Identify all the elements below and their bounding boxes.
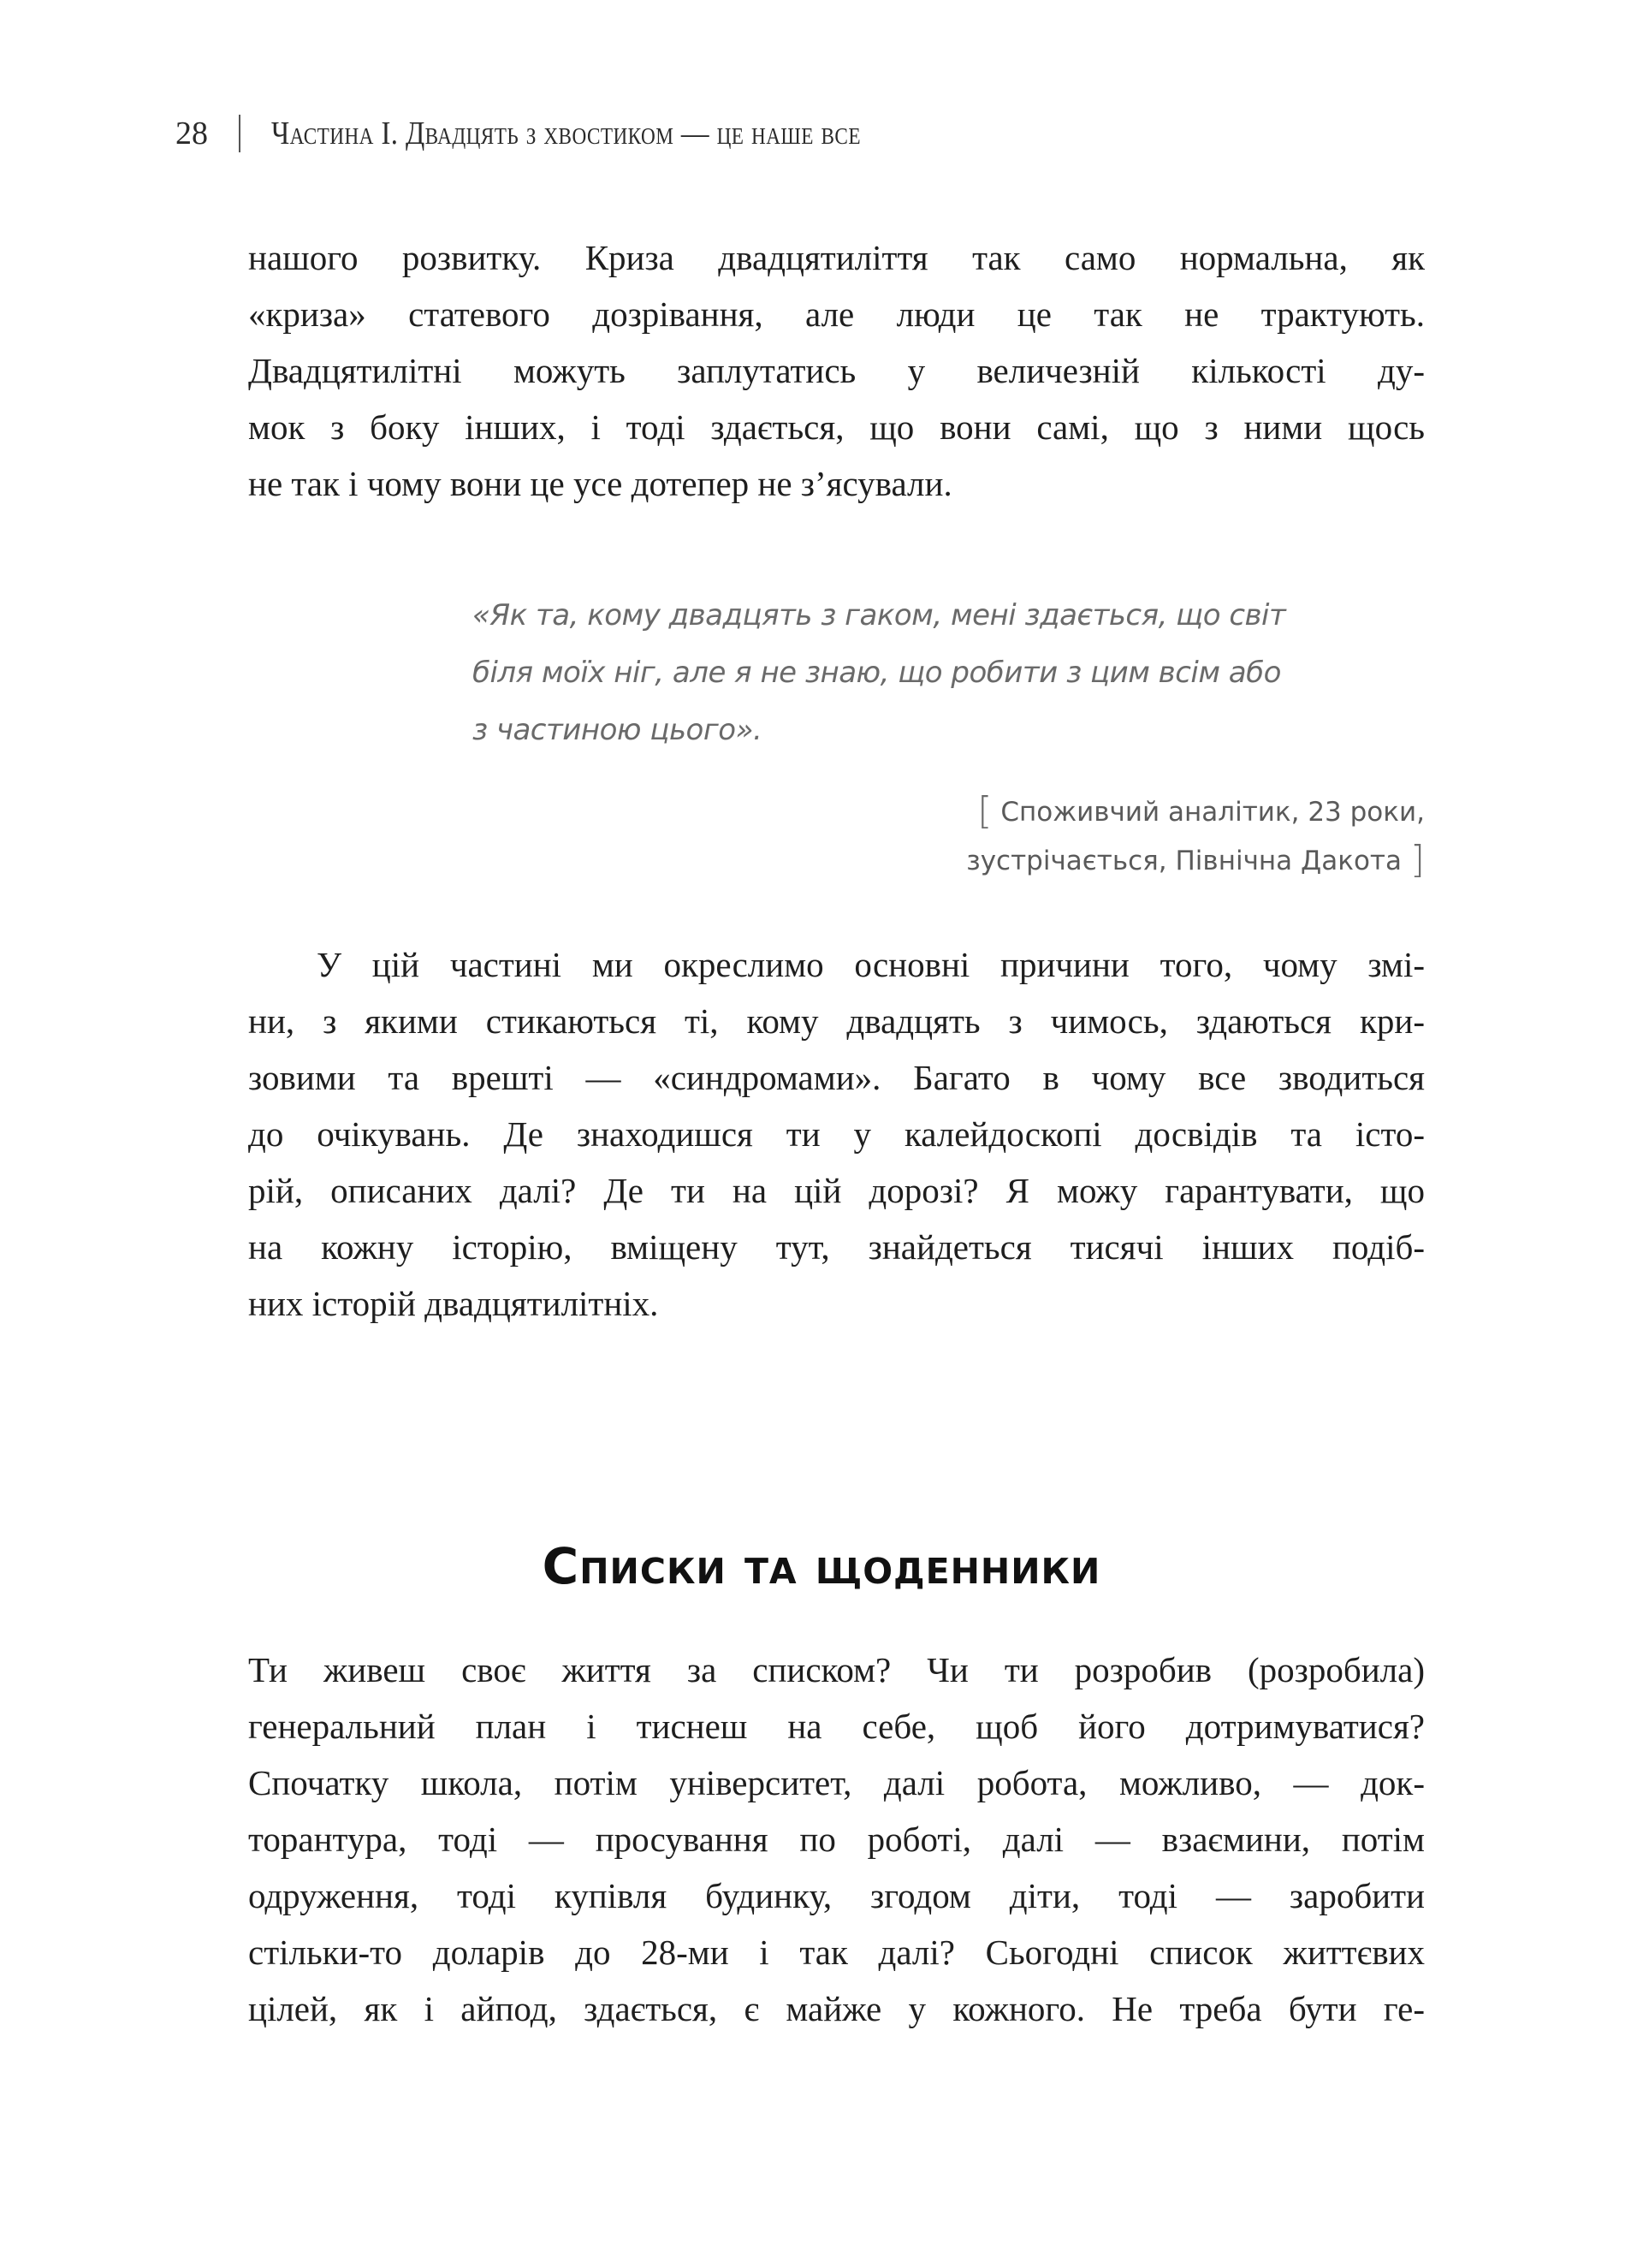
text-line: до очікувань. Де знаходишся ти у калейдоскопі досвідів та істо-	[248, 1114, 1425, 1154]
text-line: нашого розвитку. Криза двадцятиліття так само нормальна, як	[248, 238, 1425, 277]
text-line: не так і чому вони це усе дотепер не з’ясували.	[248, 464, 952, 503]
text-line: «криза» статевого дозрівання, але люди це так не трактують.	[248, 294, 1425, 334]
text-line: У цій частині ми окреслимо основні причини того, чому змі-	[317, 945, 1425, 984]
attribution-line-1	[966, 787, 1425, 836]
text-line: одруження, тоді купівля будинку, згодом діти, тоді — заробити	[248, 1876, 1425, 1915]
text-line: ни, з якими стикаються ті, кому двадцять з чимось, здаються кри-	[248, 1001, 1425, 1041]
text-line: стільки-то доларів до 28-ми і так далі? Сьогодні список життєвих	[248, 1933, 1425, 1972]
body-paragraph-3	[248, 1642, 1425, 2037]
open-bracket: [	[977, 789, 993, 833]
text-line: Спочатку школа, потім університет, далі робота, можливо, — док-	[248, 1763, 1425, 1802]
text-line: мок з боку інших, і тоді здається, що вони самі, що з ними щось	[248, 407, 1425, 447]
quote-attribution	[966, 787, 1425, 885]
text-line: генеральний план і тиснеш на себе, щоб його дотримуватися?	[248, 1707, 1425, 1746]
quote-line: з частиною цього».	[472, 713, 762, 747]
text-line: торантура, тоді — просування по роботі, далі — взаємини, потім	[248, 1820, 1425, 1859]
section-heading: Списки та щоденники	[542, 1537, 1101, 1595]
text-line: них історій двадцятилітніх.	[248, 1284, 659, 1323]
attribution-line-2	[966, 836, 1425, 885]
text-line: цілей, як і айпод, здається, є майже у кожного. Не треба бути ге-	[248, 1989, 1425, 2028]
close-bracket: ]	[1409, 838, 1425, 882]
page-number: 28	[175, 116, 208, 151]
text-line: Двадцятилітні можуть заплутатись у величезній кількості ду-	[248, 351, 1425, 390]
running-header	[175, 108, 957, 159]
quote-line: «Як та, кому двадцять з гаком, мені здається, що світ	[472, 598, 1286, 632]
attribution-text-2: зустрічається, Північна Дакота	[966, 846, 1402, 876]
text-line: Ти живеш своє життя за списком? Чи ти розробив (розробила)	[248, 1650, 1425, 1689]
quote-line: біля моїх ніг, але я не знаю, що робити з цим всім або	[472, 656, 1281, 690]
text-line: зовими та врешті — «синдромами». Багато в чому все зводиться	[248, 1058, 1425, 1097]
header-divider	[239, 115, 240, 152]
text-line: рій, описаних далі? Де ти на цій дорозі? Я можу гарантувати, що	[248, 1171, 1425, 1210]
body-paragraph-2	[248, 936, 1425, 1332]
body-paragraph-1	[248, 229, 1425, 512]
text-line: на кожну історію, вміщену тут, знайдеться тисячі інших подіб-	[248, 1227, 1425, 1267]
pull-quote	[472, 587, 1422, 759]
running-title: Частина І. Двадцять з хвостиком — це наше все	[271, 116, 861, 151]
attribution-text-1: Споживчий аналітик, 23 роки,	[1000, 797, 1425, 828]
